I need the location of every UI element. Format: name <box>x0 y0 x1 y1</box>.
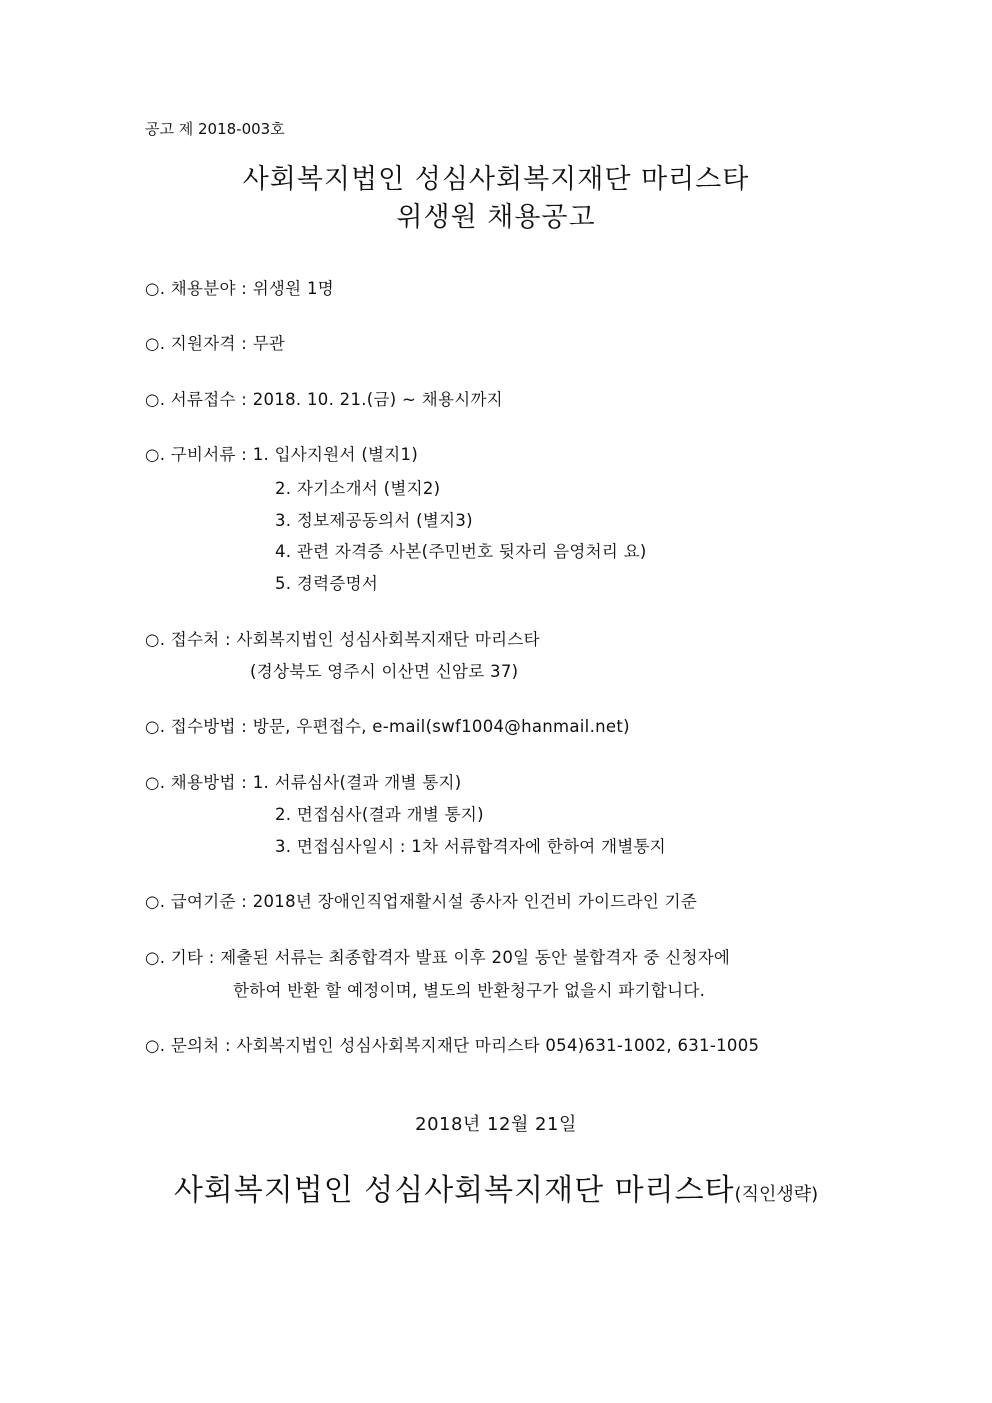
item-documents-header: ○. 구비서류 : 1. 입사지원서 (별지1) <box>145 445 419 464</box>
item-hiring-method-header: ○. 채용방법 : 1. 서류심사(결과 개별 통지) <box>145 773 462 792</box>
item-contact: ○. 문의처 : 사회복지법인 성심사회복지재단 마리스타 054)631-1002, 631-1005 <box>145 1036 760 1055</box>
item-salary: ○. 급여기준 : 2018년 장애인직업재활시설 종사자 인건비 가이드라인 기준 <box>145 892 698 911</box>
notice-number: 공고 제 2018-003호 <box>145 120 285 138</box>
other-continuation: 한하여 반환 할 예정이며, 별도의 반환청구가 없을시 파기합니다. <box>233 981 706 1000</box>
signature <box>0 1165 992 1209</box>
item-reception-method: ○. 접수방법 : 방문, 우편접수, e-mail(swf1004@hanmail.net) <box>145 717 630 736</box>
item-reception-period: ○. 서류접수 : 2018. 10. 21.(금) ~ 채용시까지 <box>145 390 503 409</box>
item-hiring-field: ○. 채용분야 : 위생원 1명 <box>145 279 334 298</box>
hiring-method-line-3: 3. 면접심사일시 : 1차 서류합격자에 한하여 개별통지 <box>275 837 667 856</box>
issue-date: 2018년 12월 21일 <box>415 1114 577 1135</box>
page-title-line2: 위생원 채용공고 <box>396 202 596 233</box>
signature-org: 사회복지법인 성심사회복지재단 마리스타 <box>173 1173 735 1208</box>
item-qualification: ○. 지원자격 : 무관 <box>145 334 286 353</box>
hiring-method-line-2: 2. 면접심사(결과 개별 통지) <box>275 805 484 824</box>
item-reception-place: ○. 접수처 : 사회복지법인 성심사회복지재단 마리스타 <box>145 630 540 649</box>
documents-line-5: 5. 경력증명서 <box>275 574 379 593</box>
documents-line-2: 2. 자기소개서 (별지2) <box>275 479 441 498</box>
item-other: ○. 기타 : 제출된 서류는 최종합격자 발표 이후 20일 동안 불합격자 중 신청자에 <box>145 948 731 967</box>
documents-line-4: 4. 관련 자격증 사본(주민번호 뒷자리 음영처리 요) <box>275 542 647 561</box>
seal-note: (직인생략) <box>734 1184 819 1205</box>
page-title-line1: 사회복지법인 성심사회복지재단 마리스타 <box>242 164 750 195</box>
reception-address: (경상북도 영주시 이산면 신암로 37) <box>250 662 519 681</box>
documents-line-3: 3. 정보제공동의서 (별지3) <box>275 511 473 530</box>
